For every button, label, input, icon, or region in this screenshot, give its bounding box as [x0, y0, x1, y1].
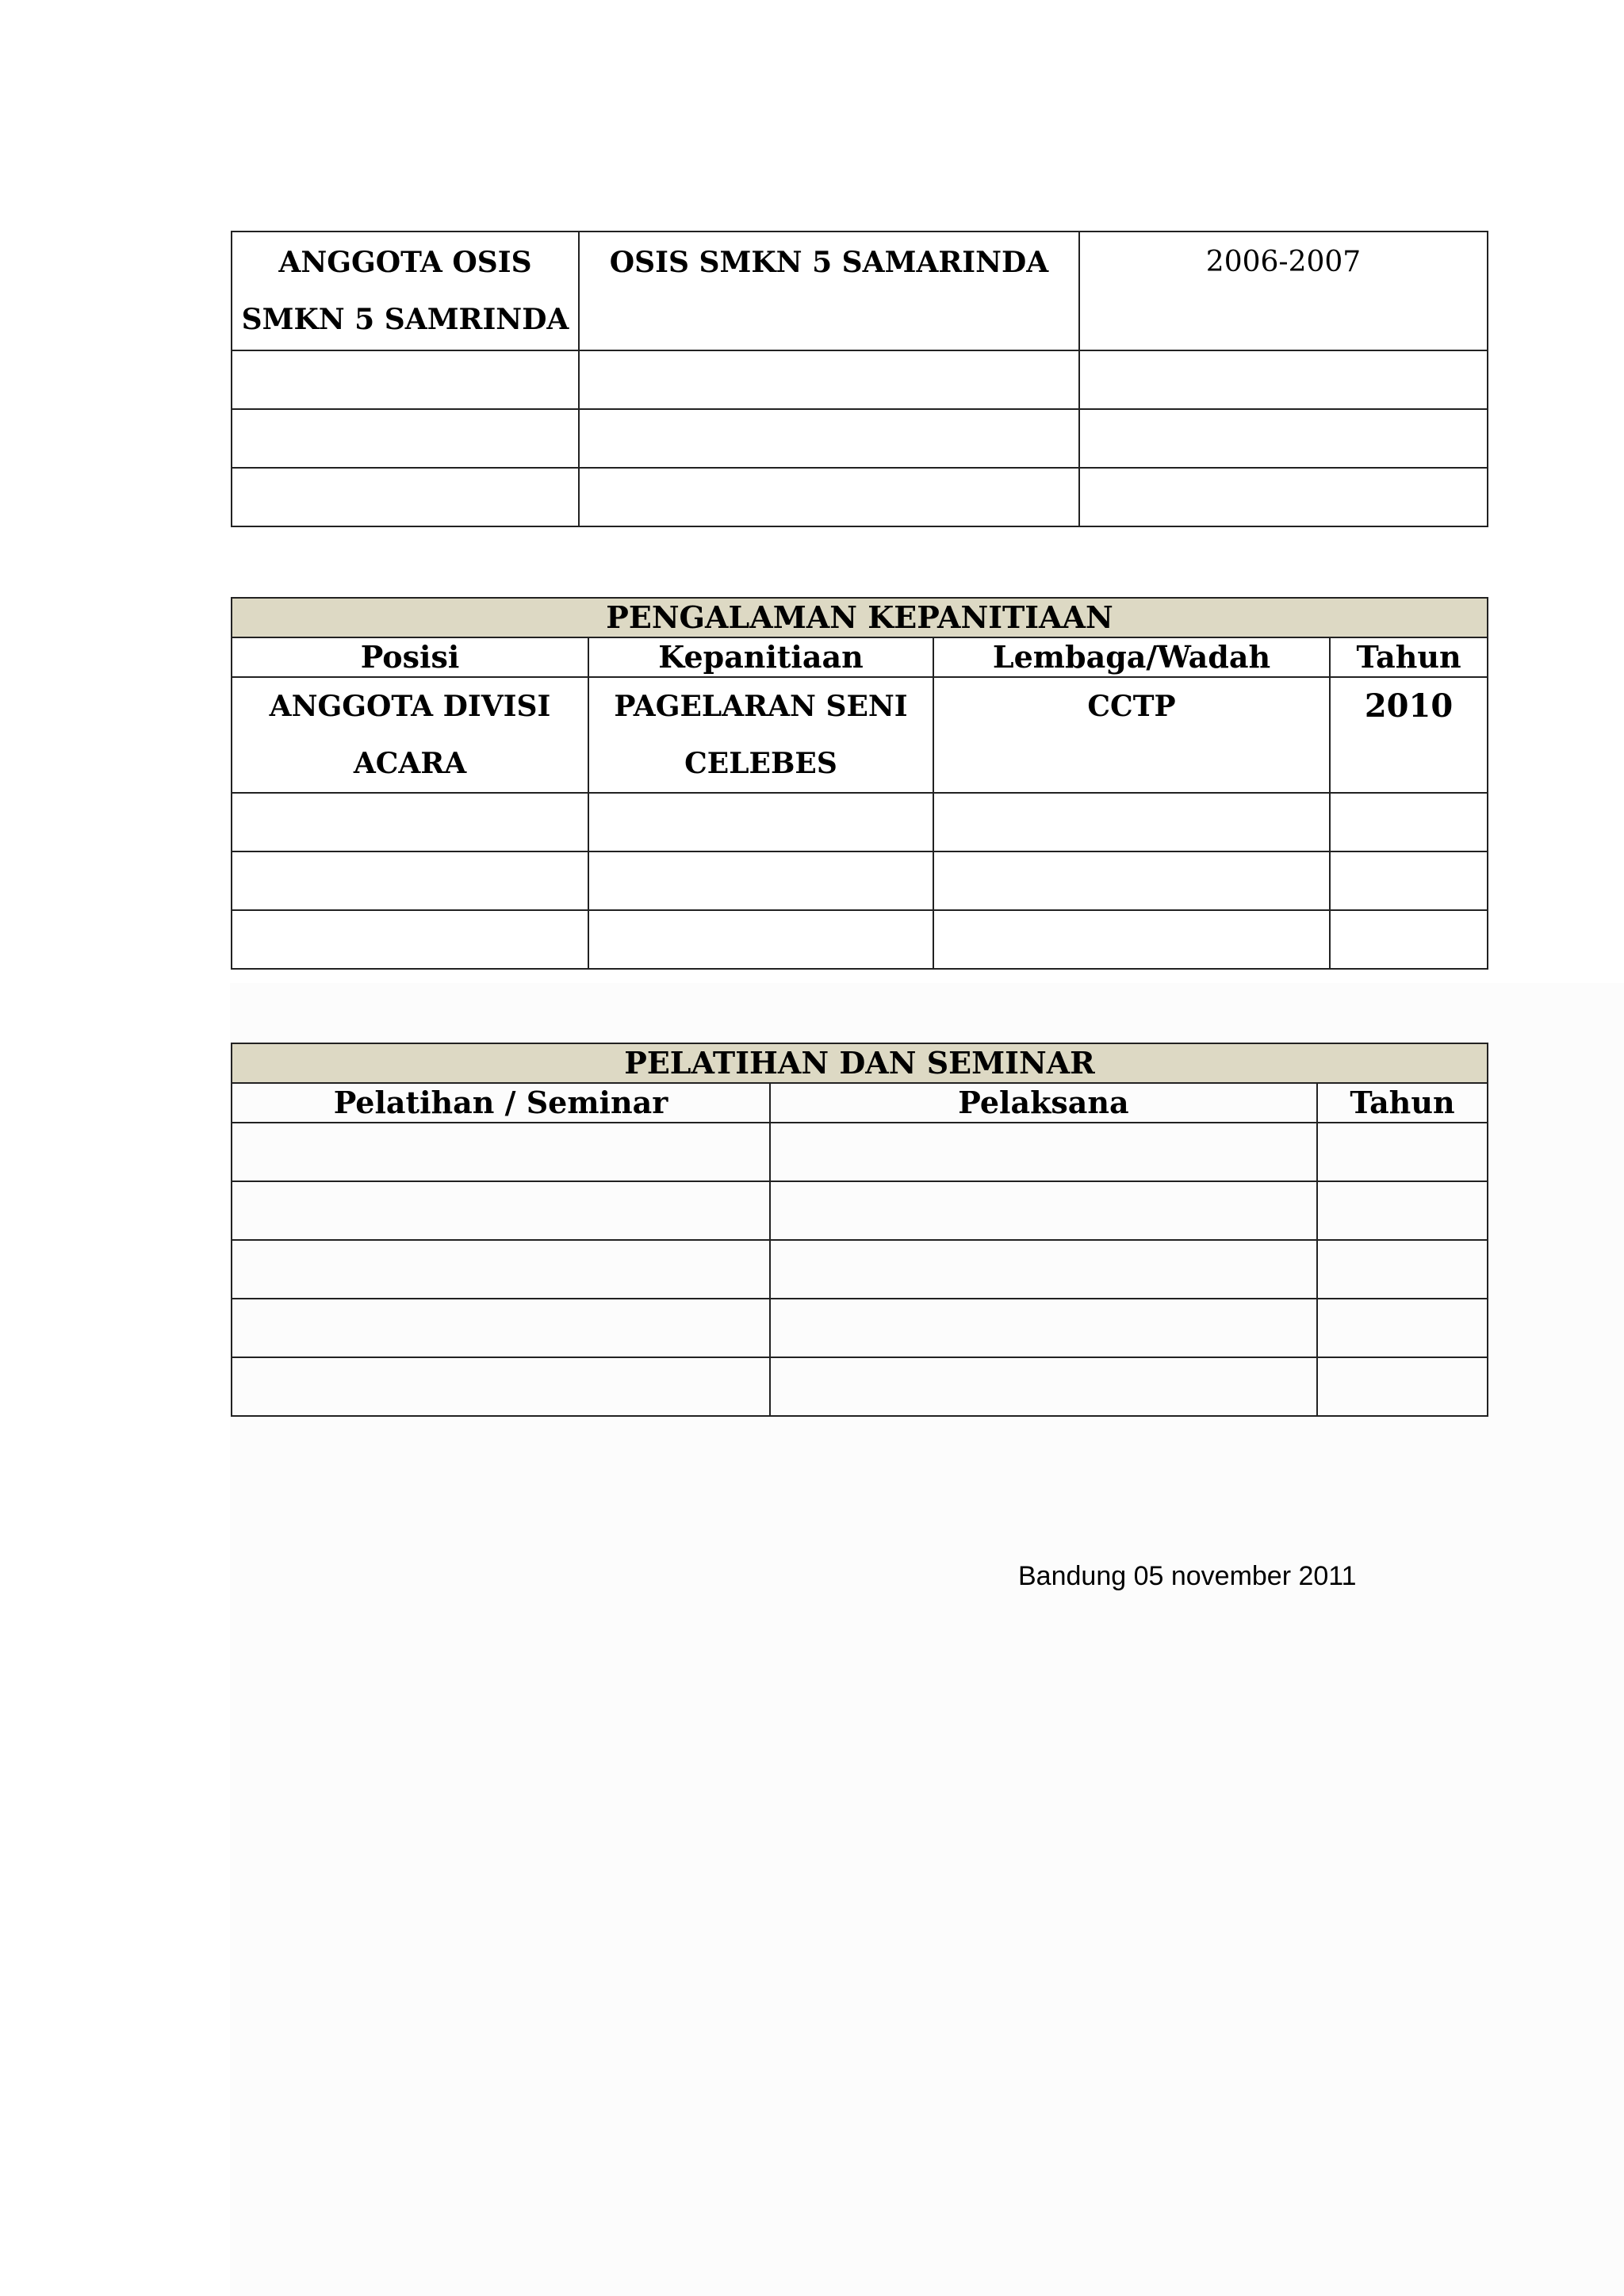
year-cell: [1317, 1181, 1488, 1240]
table-title-row: [232, 598, 1488, 637]
training-cell: [232, 1357, 770, 1416]
table-row: [232, 677, 1488, 793]
training-cell: [232, 1123, 770, 1181]
institution-cell: [933, 910, 1330, 969]
committee-cell: [588, 851, 933, 910]
training-cell: [232, 1299, 770, 1357]
organizer-cell: [770, 1357, 1317, 1416]
table-header-row: [232, 637, 1488, 677]
committee-table: [231, 597, 1488, 970]
table-title-row: [232, 1043, 1488, 1083]
year-cell: [1330, 851, 1488, 910]
organizer-cell: [770, 1123, 1317, 1181]
period-cell: [1079, 350, 1488, 409]
year-cell: 2010: [1330, 677, 1488, 793]
period-cell: 2006-2007: [1079, 232, 1488, 350]
institution-cell: [933, 851, 1330, 910]
column-header: Tahun: [1330, 637, 1488, 677]
table-row: [232, 468, 1488, 526]
table-row: [232, 232, 1488, 350]
column-header: Kepanitiaan: [588, 637, 933, 677]
table-row: [232, 1181, 1488, 1240]
position-line: ANGGOTA DIVISI: [269, 690, 551, 723]
organization-cell: [579, 409, 1079, 468]
period-cell: [1079, 468, 1488, 526]
committee-cell: [588, 910, 933, 969]
training-table: [231, 1043, 1488, 1417]
organizer-cell: [770, 1299, 1317, 1357]
year-cell: [1317, 1123, 1488, 1181]
position-cell: [232, 468, 579, 526]
column-header: Lembaga/Wadah: [933, 637, 1330, 677]
organizer-cell: [770, 1181, 1317, 1240]
table-row: [232, 1240, 1488, 1299]
column-header: Tahun: [1317, 1083, 1488, 1123]
institution-cell: [933, 793, 1330, 851]
column-header: Posisi: [232, 637, 588, 677]
position-line: SMKN 5 SAMRINDA: [241, 303, 569, 336]
institution-cell: CCTP: [933, 677, 1330, 793]
table-row: [232, 910, 1488, 969]
committee-line: PAGELARAN SENI: [614, 690, 908, 723]
year-cell: [1317, 1357, 1488, 1416]
committee-line: CELEBES: [684, 747, 837, 780]
table-title: PELATIHAN DAN SEMINAR: [232, 1043, 1488, 1083]
committee-cell: [588, 793, 933, 851]
position-line: ANGGOTA OSIS: [278, 246, 532, 279]
position-cell: [232, 793, 588, 851]
committee-cell: [588, 677, 933, 793]
table-row: [232, 1299, 1488, 1357]
table-row: [232, 350, 1488, 409]
position-cell: [232, 350, 579, 409]
training-cell: [232, 1240, 770, 1299]
table-row: [232, 409, 1488, 468]
column-header: Pelaksana: [770, 1083, 1317, 1123]
position-cell: [232, 409, 579, 468]
table-row: [232, 793, 1488, 851]
table-row: [232, 851, 1488, 910]
table-header-row: [232, 1083, 1488, 1123]
year-cell: [1330, 910, 1488, 969]
position-cell: [232, 677, 588, 793]
table-row: [232, 1123, 1488, 1181]
organizer-cell: [770, 1240, 1317, 1299]
position-line: ACARA: [353, 747, 467, 780]
column-header: Pelatihan / Seminar: [232, 1083, 770, 1123]
training-cell: [232, 1181, 770, 1240]
organization-cell: [579, 468, 1079, 526]
period-cell: [1079, 409, 1488, 468]
organization-table: [231, 231, 1488, 527]
year-cell: [1317, 1299, 1488, 1357]
position-cell: [232, 910, 588, 969]
place-date: Bandung 05 november 2011: [1018, 1561, 1357, 1591]
position-cell: [232, 851, 588, 910]
table-title: PENGALAMAN KEPANITIAAN: [232, 598, 1488, 637]
year-cell: [1330, 793, 1488, 851]
position-cell: [232, 232, 579, 350]
organization-cell: [579, 350, 1079, 409]
organization-cell: OSIS SMKN 5 SAMARINDA: [579, 232, 1079, 350]
year-cell: [1317, 1240, 1488, 1299]
table-row: [232, 1357, 1488, 1416]
